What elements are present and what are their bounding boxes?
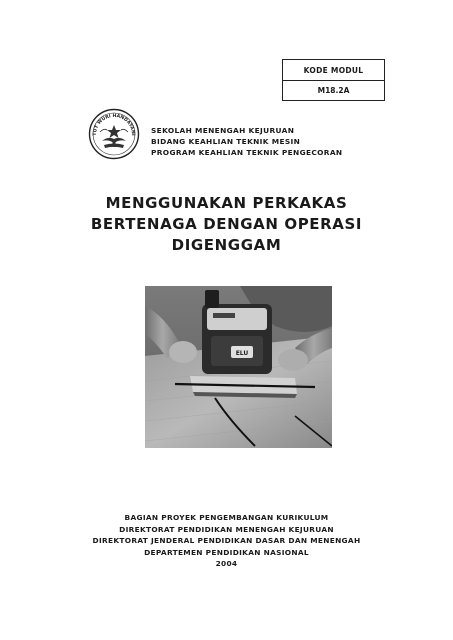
title-line: BERTENAGA DENGAN OPERASI bbox=[90, 215, 363, 233]
tool-brand: ELU bbox=[235, 350, 249, 357]
title-line: DIGENGGAM bbox=[171, 236, 282, 254]
kode-modul-label: KODE MODUL bbox=[283, 60, 384, 81]
school-line: BIDANG KEAHLIAN TEKNIK MESIN bbox=[151, 137, 301, 146]
school-heading bbox=[151, 125, 342, 158]
left-hand bbox=[169, 341, 197, 363]
school-line: PROGRAM KEAHLIAN TEKNIK PENGECORAN bbox=[151, 148, 343, 157]
kode-modul-value: M18.2A bbox=[317, 86, 350, 95]
footer-year: 2004 bbox=[215, 559, 238, 568]
right-hand bbox=[278, 349, 308, 371]
logo-motto: TUT WURI HANDAYANI bbox=[92, 113, 136, 136]
footer-line: DEPARTEMEN PENDIDIKAN NASIONAL bbox=[144, 547, 309, 557]
footer-line: DIREKTORAT PENDIDIKAN MENENGAH KEJURUAN bbox=[119, 524, 334, 534]
module-title bbox=[0, 193, 453, 256]
router-photo bbox=[145, 286, 332, 448]
title-line: MENGGUNAKAN PERKAKAS bbox=[105, 194, 348, 212]
footer-line: BAGIAN PROYEK PENGEMBANGAN KURIKULUM bbox=[124, 513, 329, 522]
kode-modul-box bbox=[282, 59, 385, 101]
footer-line: DIREKTORAT JENDERAL PENDIDIKAN DASAR DAN MENENGAH bbox=[92, 536, 361, 545]
publisher-block bbox=[0, 512, 453, 570]
tut-wuri-handayani-logo bbox=[88, 108, 140, 160]
school-line: SEKOLAH MENENGAH KEJURUAN bbox=[151, 126, 295, 135]
